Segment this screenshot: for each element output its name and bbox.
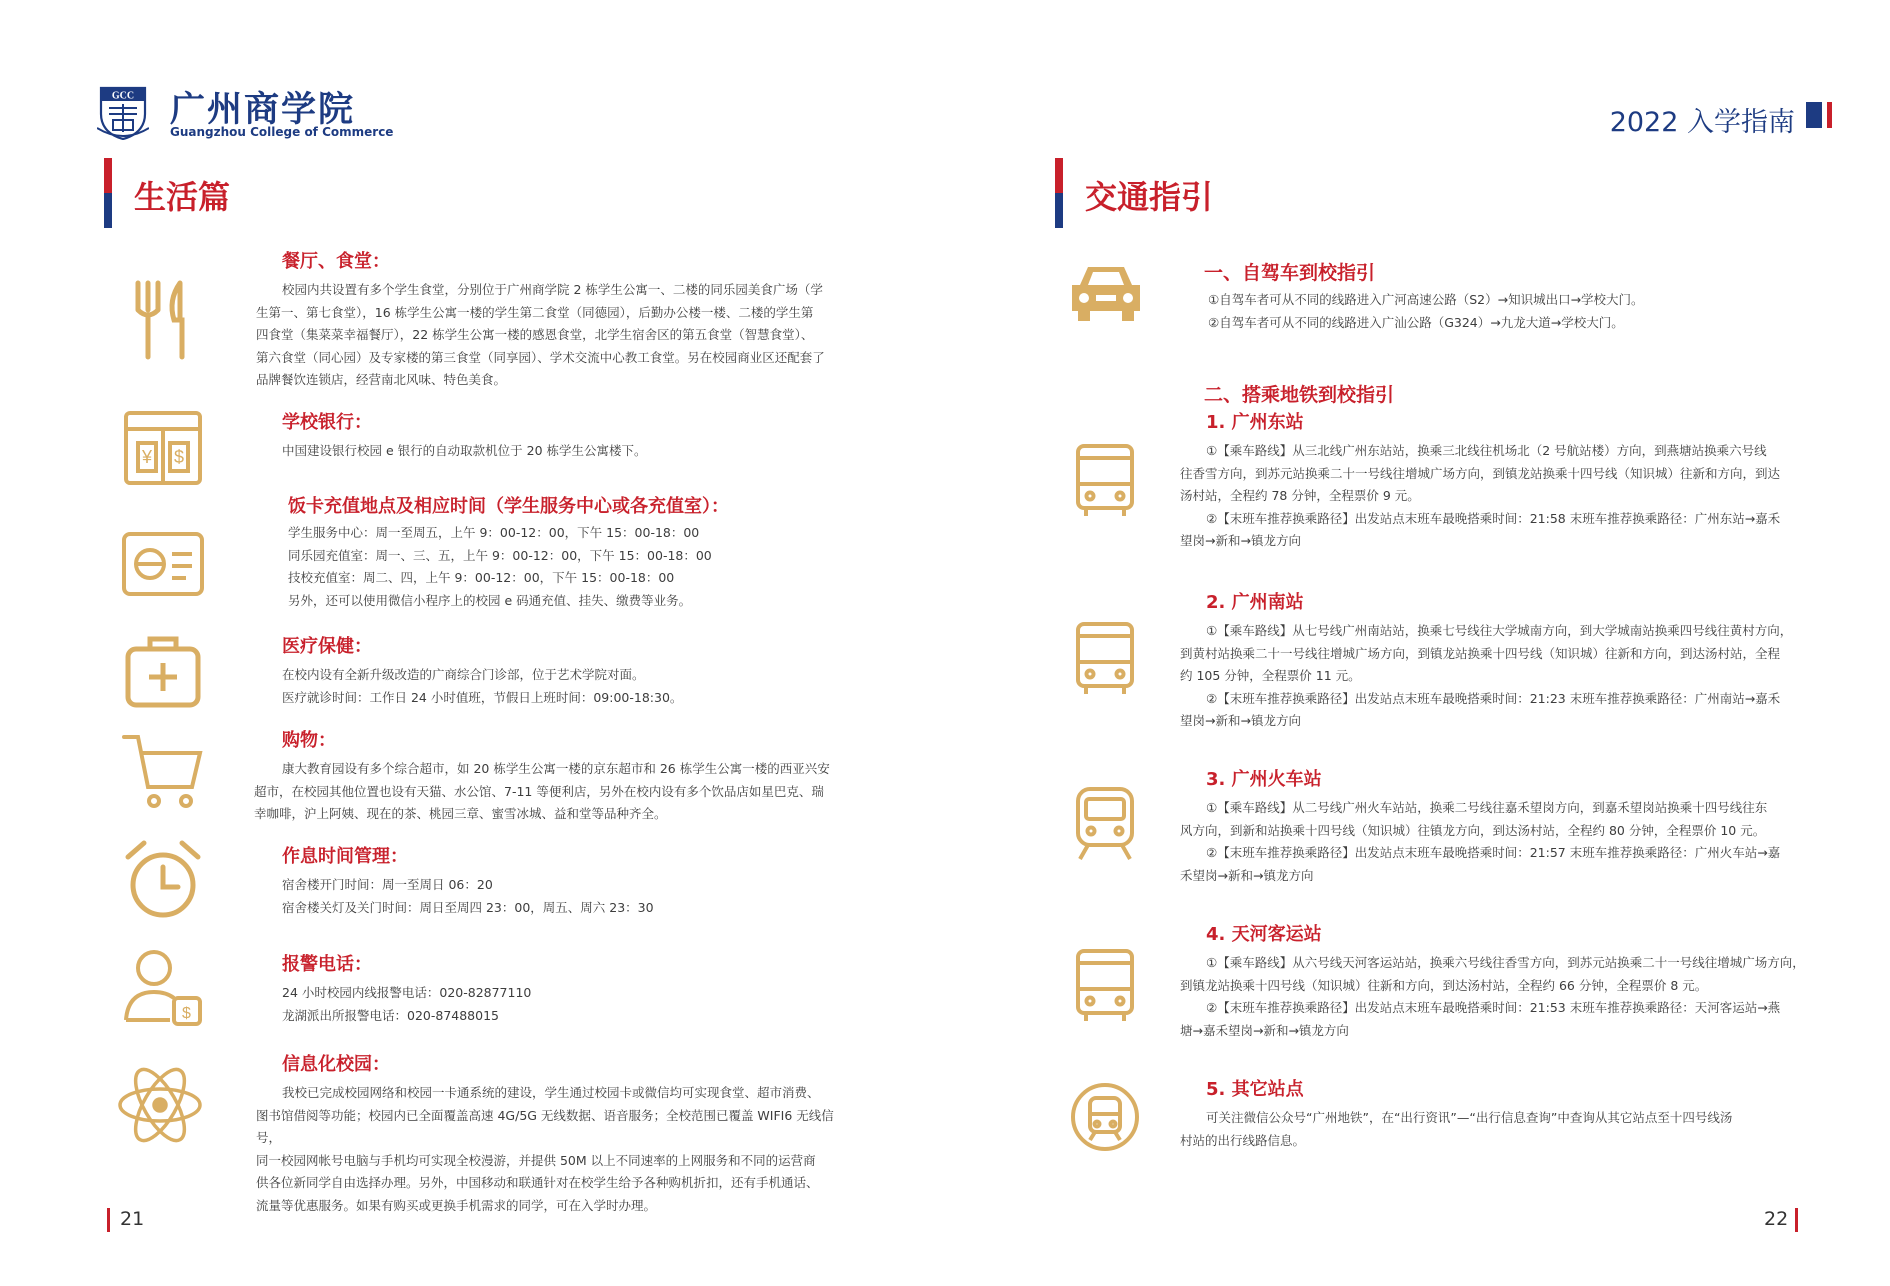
atm-icon [118,405,208,495]
item-head: 餐厅、食堂： [282,251,390,272]
item-card-recharge [288,492,888,612]
station-text: ①【乘车路线】从三北线广州东站站，换乘三北线往机场北（2 号航站楼）方向，到燕塘站换乘六号线 往香雪方向，到苏元站换乘二十一号线往增城广场方向，到镇龙站换乘十四号线（知识城）往新和方向，到达 汤村站，全程约 78 分钟，全程票价 9 元。 ②【末班车推荐换乘路径】出发站点末班车最晚搭乘时间：21:58 末班车推荐换乘路径：广州东站→嘉禾 望岗→新和→镇龙方向 [1180,443,1781,548]
svg-text:$: $ [182,1005,191,1022]
school-name-en: Guangzhou College of Commerce [170,125,394,139]
item-schedule [282,842,882,919]
school-name-cn: 广州商学院 [170,90,356,130]
item-head: 作息时间管理： [282,846,408,867]
section-bar-icon [1055,158,1063,228]
station-text: 可关注微信公众号“广州地铁”，在“出行资讯”—“出行信息查询”中查询从其它站点至十四号线汤 村站的出行线路信息。 [1180,1110,1733,1148]
station-head: 3. 广州火车站 [1206,769,1322,790]
item-text: 宿舍楼开门时间：周一至周日 06：20 宿舍楼关灯及关门时间：周日至周四 23：00，周五、周六 23：30 [282,877,654,915]
page-number-right: 22 [1764,1208,1789,1230]
metro-icon [1068,1080,1142,1154]
item-head: 报警电话： [282,954,372,975]
station-text: ①【乘车路线】从二号线广州火车站站，换乘二号线往嘉禾望岗方向，到嘉禾望岗站换乘十四号线往东 风方向，到新和站换乘十四号线（知识城）往镇龙方向，到达汤村站，全程约 80 分钟，全程票价 10 元。 ②【末班车推荐换乘路径】出发站点末班车最晚搭乘时间：21:57 末班车推荐换乘路径：广州火车站→嘉 禾望岗→新和→镇龙方向 [1180,800,1781,883]
section-bar-icon [104,158,112,228]
car-icon [1066,255,1146,335]
shopping-cart-icon [118,725,208,815]
metro-head: 二、搭乘地铁到校指引 [1204,384,1395,406]
drive-text: ①自驾车者可从不同的线路进入广河高速公路（S2）→知识城出口→学校大门。 ②自驾车者可从不同的线路进入广汕公路（G324）→九龙大道→学校大门。 [1208,292,1644,330]
item-head: 饭卡充值地点及相应时间（学生服务中心或各充值室）： [288,496,729,517]
cutlery-icon [118,275,208,365]
page-number-bar [1795,1208,1798,1232]
alarm-clock-icon [118,835,208,925]
medical-kit-icon [118,625,208,715]
bus-icon [1070,945,1140,1025]
station-head: 2. 广州南站 [1206,592,1304,613]
atom-icon [115,1060,205,1150]
page-number-bar [107,1208,110,1232]
campus-card-icon [118,520,208,610]
item-text: 24 小时校园内线报警电话：020-82877110 龙湖派出所报警电话：020-87488015 [282,985,532,1023]
item-text: 康大教育园设有多个综合超市，如 20 栋学生公寓一楼的京东超市和 26 栋学生公寓一楼的西亚兴安 超市，在校园其他位置也设有天猫、水公馆、7-11 等便利店，另外在校内设有多个饮品店如星巴克、瑞 幸咖啡，沪上阿姨、现在的茶、桃园三章、蜜雪冰城、益和堂等品种齐全。 [254,761,830,821]
school-crest-icon [97,84,149,140]
badge-text: GCC [111,90,135,102]
item-head: 信息化校园： [282,1054,390,1075]
item-text: 我校已完成校园网络和校园一卡通系统的建设，学生通过校园卡或微信均可实现食堂、超市消费、 图书馆借阅等功能；校园内已全面覆盖高速 4G/5G 无线数据、语音服务；全校范围已覆盖 WIFI6 无线信号， 同一校园网帐号电脑与手机均可实现全校漫游，并提供 50M 以上不同速率的上网服务和不同的运营商 供各位新同学自由选择办理。另外，中国移动和联通针对在校学生给予各种购机折扣，还有手机通话、 流量等优惠服务。如果有购买或更换手机需求的同学，可在入学时办理。 [256,1085,834,1213]
bus-icon [1070,618,1140,698]
drive-head: 一、自驾车到校指引 [1204,262,1376,284]
item-text: 学生服务中心：周一至周五，上午 9：00-12：00，下午 15：00-18：00 同乐园充值室：周一、三、五，上午 9：00-12：00，下午 15：00-18：00 技校充值室：周二、四，上午 9：00-12：00，下午 15：00-18：00 另外，还可以使用微信小程序上的校园 e 码通充值、挂失、缴费等业务。 [288,525,712,608]
item-head: 购物： [282,730,336,751]
station-guangzhou-south [1180,588,1810,733]
svg-text:$: $ [174,447,185,467]
station-guangzhou-east [1180,408,1810,553]
item-head: 学校银行： [282,412,372,433]
section-title-transport: 交通指引 [1085,178,1214,216]
item-shopping [254,726,882,826]
section-title-life: 生活篇 [134,178,231,216]
svg-text:¥: ¥ [142,447,153,467]
item-text: 校园内共设置有多个学生食堂，分别位于广州商学院 2 栋学生公寓一、二楼的同乐园美食广场（学 生第一、第七食堂），16 栋学生公寓一楼的学生第二食堂（同德园），后勤办公楼一楼、二楼的学生第 四食堂（集菜菜幸福餐厅），22 栋学生公寓一楼的感恩食堂，北学生宿舍区的第五食堂（智慧食堂）、 第六食堂（同心园）及专家楼的第三食堂（同享园）、学术交流中心教工食堂。另在校园商业区还配套了 品牌餐饮连锁店，经营南北风味、特色美食。 [256,282,825,387]
flag-stripes-icon [1806,102,1832,128]
item-dining [256,247,856,392]
item-medical [282,632,882,709]
police-contact-icon [118,940,208,1030]
item-head: 医疗保健： [282,636,372,657]
train-icon [1070,783,1140,863]
drive-guide [1188,258,1808,334]
station-guangzhou-railway [1180,765,1810,887]
station-head: 5. 其它站点 [1206,1079,1304,1100]
item-text: 在校内设有全新升级改造的广商综合门诊部，位于艺术学院对面。 医疗就诊时间：工作日 24 小时值班，节假日上班时间：09:00-18:30。 [282,667,683,705]
station-head: 1. 广州东站 [1206,412,1304,433]
item-bank [282,408,882,463]
station-text: ①【乘车路线】从七号线广州南站站，换乘七号线往大学城南方向，到大学城南站换乘四号线往黄村方向， 到黄村站换乘二十一号线往增城广场方向，到镇龙站换乘十四号线（知识城）往新和方向，到达汤村站，全程 约 105 分钟，全程票价 11 元。 ②【末班车推荐换乘路径】出发站点末班车最晚搭乘时间：21:23 末班车推荐换乘路径：广州南站→嘉禾 望岗→新和→镇龙方向 [1180,623,1793,728]
station-tianhe-bus [1180,920,1810,1042]
bus-icon [1070,440,1140,520]
item-text: 中国建设银行校园 e 银行的自动取款机位于 20 栋学生公寓楼下。 [282,443,647,458]
station-head: 4. 天河客运站 [1206,924,1322,945]
item-it-campus [256,1050,856,1217]
guide-title: 2022 入学指南 [1609,107,1795,138]
station-text: ①【乘车路线】从六号线天河客运站站，换乘六号线往香雪方向，到苏元站换乘二十一号线往增城广场方向， 到镇龙站换乘十四号线（知识城）往新和方向，到达汤村站，全程约 66 分钟，全程票价 8 元。 ②【末班车推荐换乘路径】出发站点末班车最晚搭乘时间：21:53 末班车推荐换乘路径：天河客运站→燕 塘→嘉禾望岗→新和→镇龙方向 [1180,955,1805,1038]
station-other [1180,1075,1810,1152]
page-number-left: 21 [120,1208,145,1230]
item-police [282,950,882,1027]
